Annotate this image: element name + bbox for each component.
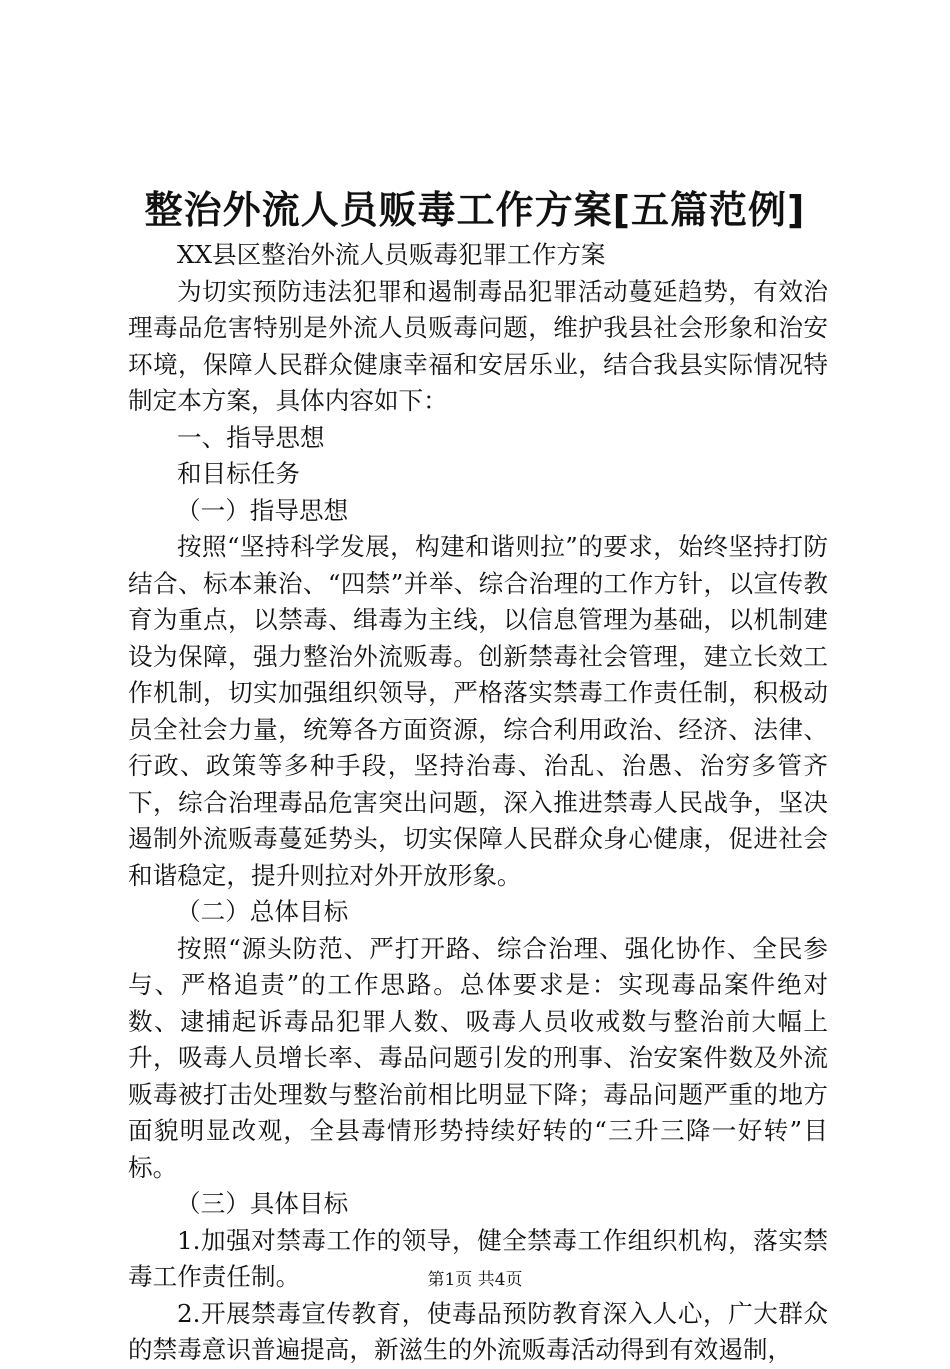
paragraph-para-goals: 按照“源头防范、严打开路、综合治理、强化协作、全民参与、严格追责”的工作思路。总体要求是：实现毒品案件绝对数、逮捕起诉毒品犯罪人数、吸毒人员收戒数与整治前大幅上升，吸毒人员增长率、毒品问题引发的刑事、治安案件数及外流贩毒被打击处理数与整治前相比明显下降；毒品问题严重的地方面貌明显改观，全县毒情形势持续好转的“三升三降一好转”目标。 <box>128 933 828 1182</box>
paragraph-intro: 为切实预防违法犯罪和遏制毒品犯罪活动蔓延趋势，有效治理毒品危害特别是外流人员贩毒问题，维护我县社会形象和治安环境，保障人民群众健康幸福和安居乐业，结合我县实际情况特制定本方案，具体内容如下： <box>128 276 828 415</box>
paragraph-para-guiding: 按照“坚持科学发展，构建和谐则拉”的要求，始终坚持打防结合、标本兼治、“四禁”并举、综合治理的工作方针，以宣传教育为重点，以禁毒、缉毒为主线，以信息管理为基础，以机制建设为保障，强力整治外流贩毒。创新禁毒社会管理，建立长效工作机制，切实加强组织领导，严格落实禁毒工作责任制，积极动员全社会力量，统筹各方面资源，综合利用政治、经济、法律、行政、政策等多种手段，坚持治毒、治乱、治愚、治穷多管齐下，综合治理毒品危害突出问题，深入推进禁毒人民战争，坚决遏制外流贩毒蔓延势头，切实保障人民群众身心健康，促进社会和谐稳定，提升则拉对外开放形象。 <box>128 532 828 890</box>
paragraph-heading-1: 一、指导思想 <box>177 422 325 452</box>
paragraph-heading-1b: 和目标任务 <box>177 459 300 488</box>
paragraph-heading-1-3: （三）具体目标 <box>176 1189 349 1218</box>
paragraph-item-1: 1.加强对禁毒工作的领导，健全禁毒工作组织机构，落实禁毒工作责任制。 <box>128 1225 828 1291</box>
document-title: 整治外流人员贩毒工作方案[五篇范例] <box>144 188 806 232</box>
paragraph-heading-1-1: （一）指导思想 <box>176 495 349 525</box>
paragraph-subtitle: XX县区整治外流人员贩毒犯罪工作方案 <box>177 240 606 269</box>
paragraph-heading-1-2: （二）总体目标 <box>176 897 349 926</box>
document-body <box>128 237 828 1369</box>
page-footer: 第1页 共4页 <box>427 1270 523 1290</box>
paragraph-item-2: 2.开展禁毒宣传教育，使毒品预防教育深入人心，广大群众的禁毒意识普遍提高，新滋生的外流贩毒活动得到有效遏制， <box>128 1298 828 1364</box>
